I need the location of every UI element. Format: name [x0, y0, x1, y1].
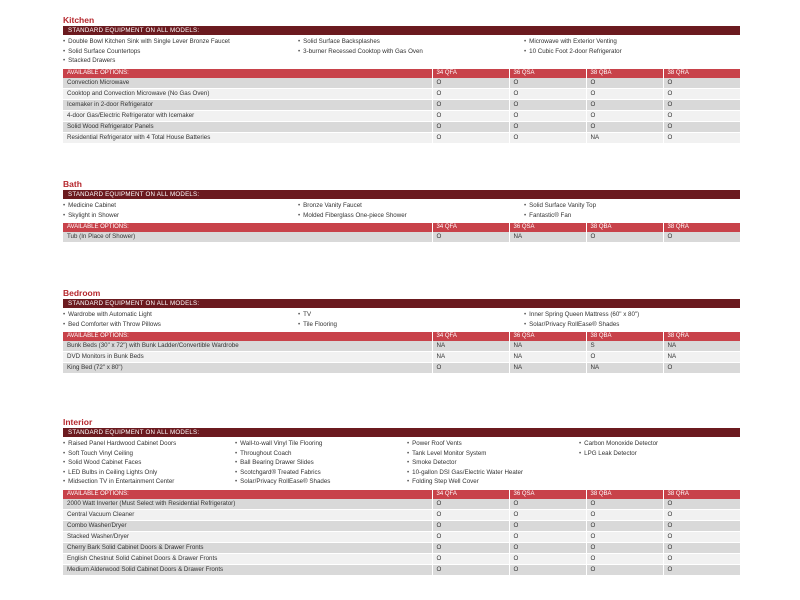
table-header-row: [63, 332, 740, 341]
option-availability: O: [432, 553, 509, 564]
list-item: [63, 47, 301, 57]
bullet-icon: •: [235, 440, 238, 447]
bullet-icon: •: [63, 38, 66, 45]
option-availability: O: [432, 78, 509, 89]
option-availability: NA: [432, 341, 509, 352]
bullet-icon: •: [63, 449, 66, 457]
model-header: 34 QFA: [432, 69, 509, 78]
list-item: [298, 320, 527, 330]
table-row: [63, 78, 740, 89]
list-item: [407, 449, 582, 459]
list-item: [235, 468, 410, 478]
list-item-text: Raised Panel Hardwood Cabinet Doors: [68, 440, 177, 447]
list-item-text: Soft Touch Vinyl Ceiling: [68, 449, 133, 457]
option-availability: O: [586, 110, 663, 121]
table-row: [63, 341, 740, 352]
option-name: English Chestnut Solid Cabinet Doors & Drawer Fronts: [63, 553, 432, 564]
option-name: Solid Wood Refrigerator Panels: [63, 121, 432, 132]
table-row: [63, 531, 740, 542]
list-item: [235, 477, 410, 487]
option-name: Icemaker in 2-door Refrigerator: [63, 99, 432, 110]
bath-options-table: [63, 223, 740, 243]
option-availability: O: [663, 553, 740, 564]
option-availability: O: [509, 88, 586, 99]
model-header: 36 QSA: [509, 332, 586, 341]
table-row: [63, 232, 740, 243]
option-name: Cooktop and Convection Microwave (No Gas Oven): [63, 88, 432, 99]
list-item-text: Molded Fiberglass One-piece Shower: [303, 211, 407, 219]
list-item: [63, 201, 301, 211]
option-availability: NA: [432, 352, 509, 363]
option-availability: O: [509, 531, 586, 542]
model-header: 38 QRA: [663, 69, 740, 78]
list-item: [524, 201, 740, 211]
list-item: [63, 320, 301, 330]
list-item: [298, 37, 527, 47]
option-availability: O: [663, 88, 740, 99]
bullet-icon: •: [63, 459, 66, 466]
list-item: [63, 458, 238, 468]
model-header: 38 QRA: [663, 332, 740, 341]
bullet-icon: •: [524, 211, 527, 219]
bullet-column: [579, 439, 740, 487]
bullet-icon: •: [407, 478, 410, 485]
list-item: [524, 310, 740, 320]
table-row: [63, 88, 740, 99]
bullet-icon: •: [235, 478, 238, 485]
option-availability: O: [586, 553, 663, 564]
option-availability: O: [432, 509, 509, 520]
interior-options-table: [63, 490, 740, 576]
bullet-icon: •: [298, 211, 301, 219]
option-name: Cherry Bark Solid Cabinet Doors & Drawer Fronts: [63, 542, 432, 553]
bullet-icon: •: [235, 468, 238, 476]
bullet-icon: •: [298, 47, 301, 55]
bullet-column: [63, 37, 301, 66]
table-row: [63, 363, 740, 374]
list-item: [524, 320, 740, 330]
bullet-column: [63, 201, 301, 220]
bullet-icon: •: [63, 320, 66, 328]
list-item: [63, 211, 301, 221]
list-item-text: Scotchgard® Treated Fabrics: [240, 468, 321, 476]
option-availability: O: [509, 564, 586, 575]
bullet-icon: •: [524, 38, 527, 45]
list-item: [407, 477, 579, 487]
bullet-icon: •: [63, 57, 66, 64]
option-availability: O: [663, 509, 740, 520]
option-name: 2000 Watt Inverter (Must Select with Residential Refrigerator): [63, 499, 432, 510]
interior-section: [63, 416, 740, 576]
option-availability: O: [432, 564, 509, 575]
model-header: 38 QBA: [586, 490, 663, 499]
option-availability: O: [509, 121, 586, 132]
option-availability: O: [586, 509, 663, 520]
table-row: [63, 132, 740, 143]
kitchen-options-table: [63, 69, 740, 144]
model-header: 38 QRA: [663, 223, 740, 232]
options-header: AVAILABLE OPTIONS:: [63, 490, 432, 499]
list-item: [235, 449, 410, 459]
table-row: [63, 553, 740, 564]
option-availability: O: [432, 121, 509, 132]
kitchen-section: [63, 14, 740, 144]
list-item-text: Stacked Drawers: [68, 57, 116, 64]
bullet-icon: •: [579, 440, 582, 447]
model-header: 38 QBA: [586, 69, 663, 78]
list-item-text: Smoke Detector: [412, 459, 457, 466]
option-availability: O: [663, 110, 740, 121]
list-item: [298, 211, 527, 221]
standard-equipment-header: STANDARD EQUIPMENT ON ALL MODELS:: [63, 428, 740, 437]
standard-equipment-list: [63, 35, 740, 69]
list-item: [63, 310, 301, 320]
bullet-column: [524, 310, 740, 329]
standard-equipment-list: [63, 437, 740, 490]
table-row: [63, 564, 740, 575]
table-row: [63, 520, 740, 531]
list-item-text: Solid Wood Cabinet Faces: [68, 459, 142, 466]
interior-title: Interior: [63, 417, 93, 427]
option-name: Combo Washer/Dryer: [63, 520, 432, 531]
bullet-icon: •: [579, 449, 582, 457]
list-item-text: Skylight in Shower: [68, 211, 120, 219]
bullet-icon: •: [235, 449, 238, 457]
list-item: [235, 458, 410, 468]
option-availability: O: [432, 99, 509, 110]
list-item: [63, 37, 301, 47]
list-item-text: Solar/Privacy RollEase® Shades: [529, 320, 620, 328]
list-item: [63, 56, 298, 66]
bullet-icon: •: [298, 38, 301, 45]
table-row: [63, 99, 740, 110]
bullet-icon: •: [524, 202, 527, 209]
option-name: Tub (In Place of Shower): [63, 232, 432, 243]
option-availability: O: [663, 78, 740, 89]
option-availability: O: [663, 531, 740, 542]
option-availability: O: [586, 99, 663, 110]
list-item-text: LED Bulbs in Ceiling Lights Only: [68, 468, 158, 476]
bedroom-options-table: [63, 332, 740, 374]
table-row: [63, 121, 740, 132]
option-availability: O: [432, 110, 509, 121]
list-item: [579, 449, 740, 459]
option-name: King Bed (72" x 80"): [63, 363, 432, 374]
list-item: [407, 439, 582, 449]
option-availability: O: [586, 520, 663, 531]
option-availability: O: [432, 499, 509, 510]
bullet-icon: •: [524, 320, 527, 328]
option-availability: O: [509, 509, 586, 520]
option-availability: O: [432, 232, 509, 243]
table-row: [63, 542, 740, 553]
bullet-icon: •: [407, 449, 410, 457]
option-availability: O: [509, 520, 586, 531]
list-item-text: Wall-to-wall Vinyl Tile Flooring: [240, 440, 323, 447]
bullet-icon: •: [63, 202, 66, 209]
option-availability: O: [509, 542, 586, 553]
option-availability: O: [432, 132, 509, 143]
list-item: [407, 468, 579, 478]
bullet-icon: •: [524, 311, 527, 318]
option-availability: O: [509, 110, 586, 121]
model-header: 38 QBA: [586, 332, 663, 341]
list-item-text: Ball Bearing Drawer Slides: [240, 459, 314, 466]
list-item-text: Solar/Privacy RollEase® Shades: [240, 478, 331, 485]
bullet-icon: •: [298, 311, 301, 318]
option-availability: O: [509, 78, 586, 89]
bullet-icon: •: [63, 478, 66, 485]
standard-equipment-list: [63, 199, 740, 223]
option-availability: NA: [586, 363, 663, 374]
bullet-column: [407, 439, 582, 487]
standard-equipment-header: STANDARD EQUIPMENT ON ALL MODELS:: [63, 299, 740, 308]
options-header: AVAILABLE OPTIONS:: [63, 223, 432, 232]
bullet-column: [63, 439, 238, 487]
list-item: [524, 211, 740, 221]
option-availability: O: [432, 88, 509, 99]
bullet-column: [298, 37, 527, 66]
table-row: [63, 509, 740, 520]
table-header-row: [63, 69, 740, 78]
list-item-text: TV: [303, 311, 312, 318]
option-availability: O: [586, 499, 663, 510]
list-item: [63, 449, 238, 459]
bedroom-section: [63, 287, 740, 374]
option-name: Convection Microwave: [63, 78, 432, 89]
list-item-text: Folding Step Well Cover: [412, 478, 479, 485]
table-row: [63, 499, 740, 510]
bullet-icon: •: [63, 311, 66, 318]
list-item-text: Carbon Monoxide Detector: [584, 440, 659, 447]
list-item: [63, 439, 238, 449]
list-item-text: Double Bowl Kitchen Sink with Single Lever Bronze Faucet: [68, 38, 230, 45]
option-availability: O: [432, 520, 509, 531]
option-availability: O: [586, 542, 663, 553]
option-availability: O: [586, 352, 663, 363]
list-item-text: Tile Flooring: [303, 320, 337, 328]
option-availability: O: [663, 542, 740, 553]
list-item-text: 10 Cubic Foot 2-door Refrigerator: [529, 47, 622, 55]
option-availability: O: [586, 531, 663, 542]
option-availability: O: [586, 232, 663, 243]
option-availability: O: [509, 99, 586, 110]
option-availability: O: [663, 99, 740, 110]
model-header: 36 QSA: [509, 69, 586, 78]
list-item-text: 10-gallon DSI Gas/Electric Water Heater: [412, 468, 524, 476]
bullet-icon: •: [407, 440, 410, 447]
list-item-text: Medicine Cabinet: [68, 202, 116, 209]
option-availability: NA: [586, 132, 663, 143]
list-item: [63, 468, 238, 478]
model-header: 36 QSA: [509, 490, 586, 499]
option-name: DVD Monitors in Bunk Beds: [63, 352, 432, 363]
bullet-column: [524, 201, 740, 220]
bullet-icon: •: [63, 440, 66, 447]
option-availability: O: [509, 553, 586, 564]
bullet-column: [235, 439, 410, 487]
list-item: [63, 477, 238, 487]
bullet-icon: •: [63, 468, 66, 476]
bullet-icon: •: [298, 202, 301, 209]
bullet-column: [298, 201, 527, 220]
bullet-icon: •: [407, 468, 410, 476]
standard-equipment-list: [63, 308, 740, 332]
bullet-column: [298, 310, 527, 329]
bullet-icon: •: [524, 47, 527, 55]
option-name: Central Vacuum Cleaner: [63, 509, 432, 520]
model-header: 34 QFA: [432, 490, 509, 499]
list-item-text: Solid Surface Countertops: [68, 47, 141, 55]
option-availability: O: [663, 232, 740, 243]
option-availability: NA: [509, 363, 586, 374]
list-item: [235, 439, 410, 449]
option-availability: O: [432, 542, 509, 553]
model-header: 36 QSA: [509, 223, 586, 232]
list-item-text: Solid Surface Backsplashes: [303, 38, 380, 45]
list-item-text: Solid Surface Vanity Top: [529, 202, 597, 209]
list-item-text: Bed Comforter with Throw Pillows: [68, 320, 161, 328]
option-name: Residential Refrigerator with 4 Total House Batteries: [63, 132, 432, 143]
model-header: 38 QBA: [586, 223, 663, 232]
table-row: [63, 352, 740, 363]
model-header: 38 QRA: [663, 490, 740, 499]
model-header: 34 QFA: [432, 332, 509, 341]
bullet-column: [524, 37, 740, 66]
option-availability: O: [586, 564, 663, 575]
list-item-text: Fantastic® Fan: [529, 211, 572, 219]
kitchen-title: Kitchen: [63, 15, 95, 25]
list-item-text: Throughout Coach: [240, 449, 292, 457]
option-availability: O: [509, 132, 586, 143]
options-header: AVAILABLE OPTIONS:: [63, 69, 432, 78]
list-item: [524, 37, 740, 47]
table-header-row: [63, 223, 740, 232]
bath-section: [63, 178, 740, 243]
model-header: 34 QFA: [432, 223, 509, 232]
option-availability: O: [663, 132, 740, 143]
option-name: Medium Alderwood Solid Cabinet Doors & Drawer Fronts: [63, 564, 432, 575]
option-name: Bunk Beds (30" x 72") with Bunk Ladder/Convertible Wardrobe: [63, 341, 432, 352]
bullet-icon: •: [63, 47, 66, 55]
bullet-column: [63, 310, 301, 329]
bath-title: Bath: [63, 179, 82, 189]
bullet-icon: •: [407, 459, 410, 466]
option-availability: NA: [509, 232, 586, 243]
option-availability: NA: [509, 352, 586, 363]
list-item-text: Microwave with Exterior Venting: [529, 38, 617, 45]
option-availability: O: [586, 121, 663, 132]
table-row: [63, 110, 740, 121]
option-availability: NA: [663, 352, 740, 363]
list-item-text: Inner Spring Queen Mattress (60" x 80"): [529, 311, 640, 318]
option-availability: O: [432, 531, 509, 542]
list-item: [524, 47, 740, 57]
list-item: [298, 47, 527, 57]
option-availability: O: [663, 363, 740, 374]
bedroom-title: Bedroom: [63, 288, 101, 298]
option-availability: O: [663, 499, 740, 510]
list-item-text: Bronze Vanity Faucet: [303, 202, 362, 209]
option-availability: O: [586, 88, 663, 99]
option-availability: O: [663, 520, 740, 531]
list-item: [298, 310, 527, 320]
list-item: [407, 458, 579, 468]
option-availability: NA: [509, 341, 586, 352]
option-name: 4-door Gas/Electric Refrigerator with Icemaker: [63, 110, 432, 121]
standard-equipment-header: STANDARD EQUIPMENT ON ALL MODELS:: [63, 26, 740, 35]
option-availability: O: [663, 121, 740, 132]
standard-equipment-header: STANDARD EQUIPMENT ON ALL MODELS:: [63, 190, 740, 199]
option-availability: S: [586, 341, 663, 352]
list-item-text: 3-burner Recessed Cooktop with Gas Oven: [303, 47, 423, 55]
option-availability: NA: [663, 341, 740, 352]
bullet-icon: •: [235, 459, 238, 466]
list-item-text: Wardrobe with Automatic Light: [68, 311, 152, 318]
list-item-text: LPG Leak Detector: [584, 449, 637, 457]
table-header-row: [63, 490, 740, 499]
bullet-icon: •: [298, 320, 301, 328]
list-item: [298, 201, 527, 211]
option-availability: O: [432, 363, 509, 374]
option-name: Stacked Washer/Dryer: [63, 531, 432, 542]
list-item-text: Power Roof Vents: [412, 440, 462, 447]
option-availability: O: [663, 564, 740, 575]
option-availability: O: [509, 499, 586, 510]
bullet-icon: •: [63, 211, 66, 219]
list-item-text: Midsection TV in Entertainment Center: [68, 478, 175, 485]
option-availability: O: [586, 78, 663, 89]
list-item-text: Tank Level Monitor System: [412, 449, 487, 457]
list-item: [579, 439, 740, 449]
options-header: AVAILABLE OPTIONS:: [63, 332, 432, 341]
